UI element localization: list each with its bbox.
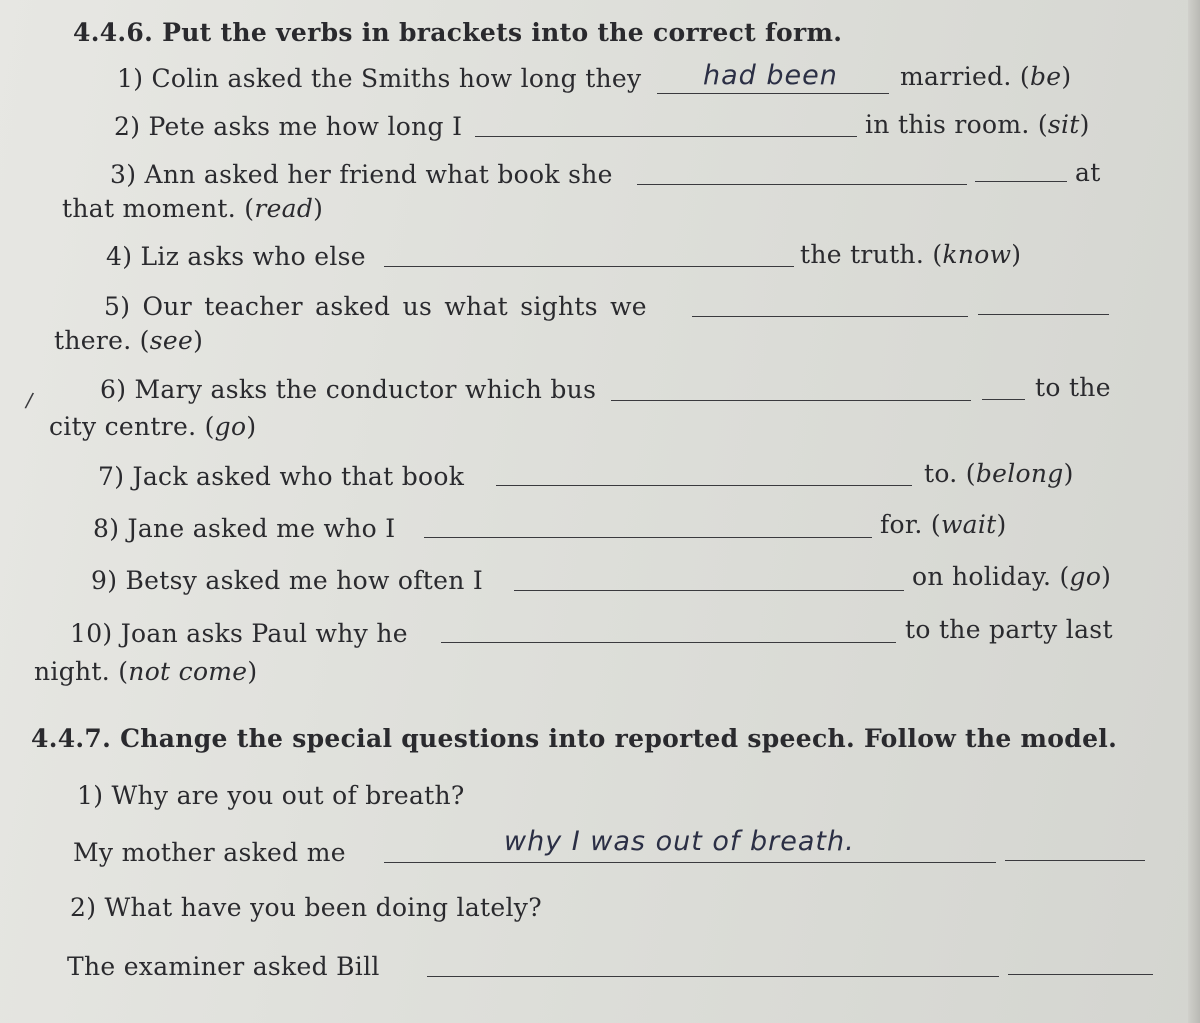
- margin-pencil-mark: /: [23, 387, 35, 413]
- sentence-5-continuation: there. (see): [54, 326, 204, 355]
- reported-2-start: The examiner asked Bill: [67, 952, 380, 981]
- question-1: 1) Why are you out of breath?: [77, 781, 465, 810]
- sentence-1-start: 1) Colin asked the Smiths how long they: [117, 64, 642, 93]
- handwritten-answer-reported-1: why I was out of breath.: [504, 826, 855, 857]
- sentence-7-end: to. (belong): [924, 459, 1074, 488]
- sentence-2-end: in this room. (sit): [865, 110, 1090, 139]
- answer-blank-1[interactable]: [657, 93, 889, 94]
- sentence-6-start: 6) Mary asks the conductor which bus: [100, 375, 597, 404]
- sentence-8-end: for. (wait): [880, 510, 1007, 539]
- sentence-10-end: to the party last: [905, 615, 1113, 644]
- answer-blank-6a[interactable]: [611, 400, 971, 401]
- answer-blank-3b[interactable]: [975, 181, 1067, 182]
- answer-blank-5a[interactable]: [692, 316, 968, 317]
- answer-blank-6b[interactable]: [982, 399, 1025, 400]
- answer-blank-reported-1a[interactable]: [384, 862, 996, 863]
- page-edge: [1188, 0, 1200, 1023]
- answer-blank-5b[interactable]: [978, 314, 1109, 315]
- sentence-9-start: 9) Betsy asked me how often I: [91, 566, 484, 595]
- sentence-3-start: 3) Ann asked her friend what book she: [110, 160, 613, 189]
- answer-blank-10[interactable]: [441, 642, 896, 643]
- sentence-4-start: 4) Liz asks who else: [106, 242, 366, 271]
- sentence-10-continuation: night. (not come): [34, 657, 258, 686]
- sentence-1-end: married. (be): [900, 62, 1072, 91]
- sentence-10-start: 10) Joan asks Paul why he: [70, 619, 408, 648]
- sentence-6-end: to the: [1035, 373, 1111, 402]
- answer-blank-8[interactable]: [424, 537, 872, 538]
- sentence-6-continuation: city centre. (go): [49, 412, 257, 441]
- sentence-2-start: 2) Pete asks me how long I: [114, 112, 463, 141]
- answer-blank-7[interactable]: [496, 485, 912, 486]
- answer-blank-reported-1b[interactable]: [1005, 860, 1145, 861]
- sentence-8-start: 8) Jane asked me who I: [93, 514, 396, 543]
- question-2: 2) What have you been doing lately?: [70, 893, 542, 922]
- answer-blank-3a[interactable]: [637, 184, 967, 185]
- sentence-5-start: 5) Our teacher asked us what sights we: [104, 292, 647, 321]
- handwritten-answer-1: had been: [703, 60, 838, 91]
- answer-blank-reported-2b[interactable]: [1008, 974, 1153, 975]
- answer-blank-4[interactable]: [384, 266, 794, 267]
- sentence-7-start: 7) Jack asked who that book: [98, 462, 465, 491]
- sentence-9-end: on holiday. (go): [912, 562, 1112, 591]
- answer-blank-2[interactable]: [475, 136, 857, 137]
- reported-1-start: My mother asked me: [73, 838, 346, 867]
- exercise-446-heading: 4.4.6. Put the verbs in brackets into the correct form.: [73, 18, 843, 47]
- answer-blank-reported-2a[interactable]: [427, 976, 999, 977]
- exercise-447-heading: 4.4.7. Change the special questions into reported speech. Follow the model.: [31, 724, 1118, 753]
- sentence-3-end: at: [1075, 158, 1101, 187]
- sentence-3-continuation: that moment. (read): [62, 194, 324, 223]
- sentence-4-end: the truth. (know): [800, 240, 1022, 269]
- answer-blank-9[interactable]: [514, 590, 904, 591]
